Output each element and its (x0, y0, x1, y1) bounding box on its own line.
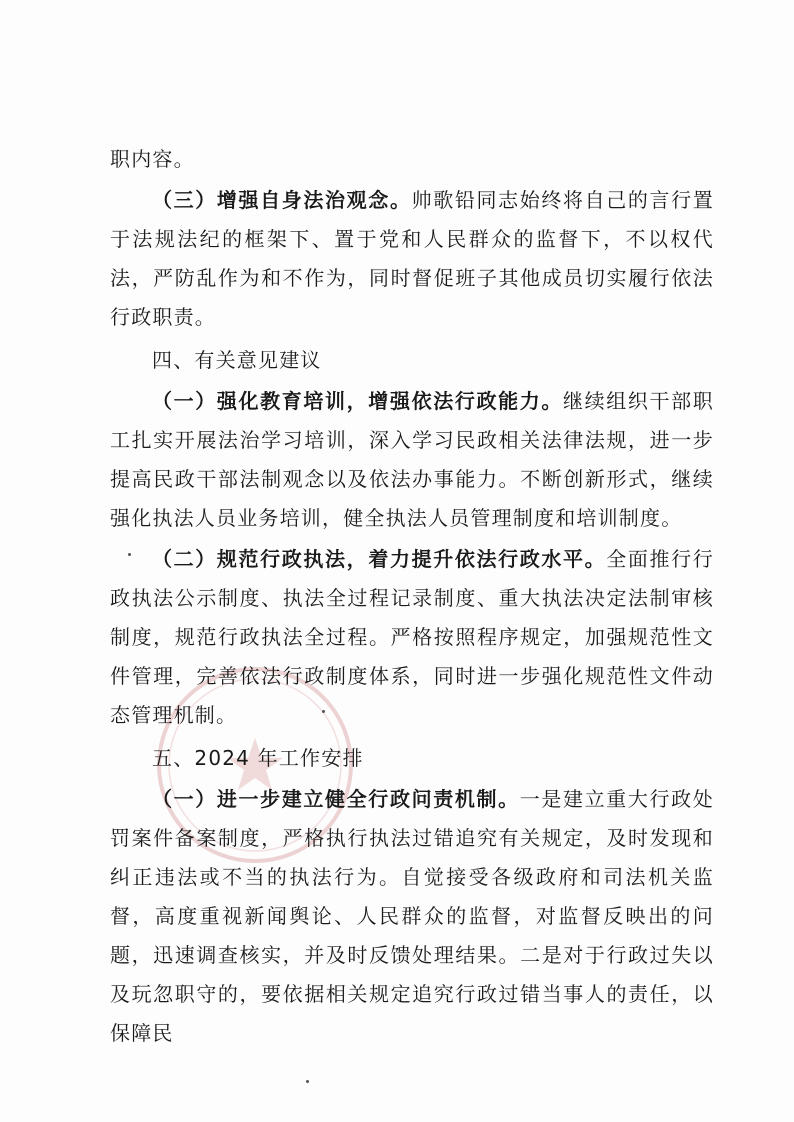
paragraph-4-2 (110, 540, 714, 735)
paragraph-lead: （三）增强自身法治观念。 (152, 188, 412, 212)
paragraph-text: 职内容。 (110, 147, 195, 171)
scan-speck (322, 710, 325, 713)
paragraph-text: 帅歌铅同志始终将自己的言行置于法规法纪的框架下、置于党和人民群众的监督下，不以权代法，严防乱作为和不作为，同时督促班子其他成员切实履行依法行政职责。 (110, 188, 714, 329)
paragraph-continuation (110, 140, 714, 179)
paragraph-lead: （一）强化教育培训，增强依法行政能力。 (152, 389, 563, 413)
scan-speck (306, 1080, 309, 1083)
paragraph-3-3 (110, 181, 714, 337)
section-heading-4: 四、有关意见建议 (152, 348, 322, 372)
scan-speck (128, 553, 131, 556)
section-heading-5: 五、2024 年工作安排 (152, 746, 364, 770)
paragraph-text: 全面推行行政执法公示制度、执法全过程记录制度、重大执法决定法制审核制度，规范行政执法全过程。严格按照程序规定，加强规范性文件管理，完善依法行政制度体系，同时进一步强化规范性文件动态管理机制。 (110, 547, 715, 727)
document-body (110, 140, 714, 1055)
paragraph-text: 一是建立重大行政处罚案件备案制度，严格执行执法过错追究有关规定，及时发现和纠正违法或不当的执法行为。自觉接受各级政府和司法机关监督，高度重视新闻舆论、人民群众的监督，对监督反映出的问题，迅速调查核实，并及时反馈处理结果。二是对于行政过失以及玩忽职守的，要依据相关规定追究行政过错当事人的责任，以保障民 (110, 787, 714, 1045)
paragraph-4-1 (110, 382, 714, 538)
paragraph-5-1 (110, 780, 714, 1053)
paragraph-lead: （二）规范行政执法，着力提升依法行政水平。 (152, 547, 607, 571)
paragraph-lead: （一）进一步建立健全行政问责机制。 (152, 787, 520, 811)
paragraph-text: 继续组织干部职工扎实开展法治学习培训，深入学习民政相关法律法规，进一步提高民政干部法制观念以及依法办事能力。不断创新形式，继续强化执法人员业务培训，健全执法人员管理制度和培训制度。 (110, 389, 714, 530)
